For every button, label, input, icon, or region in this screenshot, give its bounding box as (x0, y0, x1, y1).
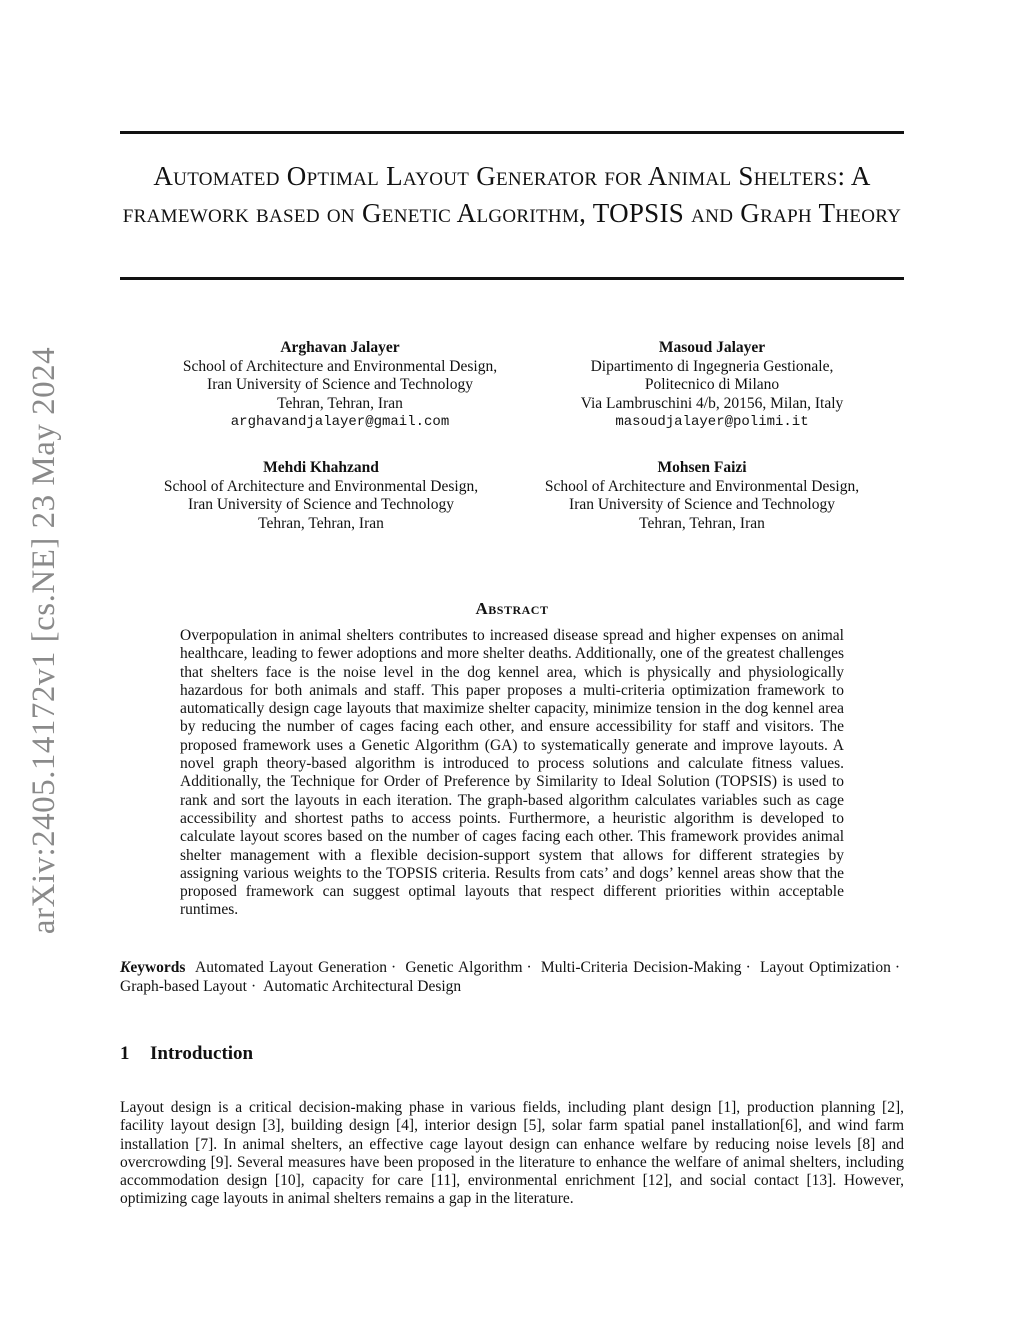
author-affiliation-line: School of Architecture and Environmental Design, (544, 477, 860, 495)
keywords-label: Keywords (120, 959, 186, 976)
author-block (520, 339, 904, 432)
arxiv-identifier (20, 345, 70, 935)
keyword-item: Automatic Architectural Design (263, 977, 462, 995)
keyword-item: Graph-based Layout (120, 977, 247, 995)
introduction-text: Layout design is a critical decision-making phase in various fields, including plant design [1], production planning [2], facility layout design [3], building design [4], interior design [5], solar farm spatial panel installation[6], and wind farm installation [7]. In animal shelters, an effective cage layout design can enhance welfare by reducing noise levels [8] and overcrowding [9]. Several measures have been proposed in the literature to enhance the welfare of animal shelters, including accommodation design [10], capacity for care [11], environmental enrichment [12], and social contact [13]. However, optimizing cage layouts in animal shelters remains a gap in the literature. (120, 1099, 904, 1208)
author-affiliation-line: Tehran, Tehran, Iran (277, 394, 403, 412)
author-name: Arghavan Jalayer (280, 339, 400, 356)
author-affiliation-line: Politecnico di Milano (644, 376, 780, 393)
author-name: Mehdi Khahzand (263, 459, 379, 476)
author-email: masoudjalayer@polimi.it (615, 414, 809, 430)
keyword-item: Genetic Algorithm (405, 959, 523, 976)
keyword-item: Multi-Criteria Decision-Making (540, 959, 742, 976)
author-affiliation-line: Iran University of Science and Technology (569, 496, 835, 513)
author-affiliation-line: School of Architecture and Environmental Design, (182, 357, 498, 375)
paper-title: Automated Optimal Layout Generator for Animal Shelters: A framework based on Genetic Algorithm, TOPSIS and Graph Theory (122, 161, 902, 228)
abstract-text: Overpopulation in animal shelters contributes to increased disease spread and higher expenses on animal healthcare, leading to fewer adoptions and more shelter deaths. Additionally, one of the greatest challenges that shelters face is the noise level in the dog kennel area, which is physically and physiologically hazardous for both animals and staff. This paper proposes a multi-criteria optimization framework to automatically design cage layouts that maximize shelter capacity, minimize tension in the dog kennel area by reducing the number of cages facing each other, and ensure accessibility for staff and visitors. The proposed framework uses a Genetic Algorithm (GA) to systematically generate and improve layouts. A novel graph theory-based algorithm is introduced to process solutions and calculate fitness values. Additionally, the Technique for Order of Preference by Similarity to Ideal Solution (TOPSIS) is used to rank and sort the layouts in each iteration. The graph-based algorithm calculates variables such as cage accessibility and shortest paths to access points. Furthermore, a heuristic algorithm is developed to calculate layout scores based on the number of cages facing each other. This framework provides animal shelter management with a flexible decision-support system that allows for different strategies by assigning various weights to the TOPSIS criteria. Results from cats’ and dogs’ kennel areas show that the proposed framework can suggest optimal layouts that respect different priorities within acceptable runtimes. (180, 627, 844, 919)
title-rule-bottom (120, 277, 904, 280)
keyword-item: Layout Optimization (759, 959, 891, 976)
author-affiliation-line: School of Architecture and Environmental Design, (163, 477, 479, 495)
author-name: Masoud Jalayer (658, 339, 766, 356)
author-name: Mohsen Faizi (657, 459, 747, 476)
keywords: Keywords Automated Layout Generation · Genetic Algorithm · Multi-Criteria Decision-Making · Layout Optimization · Graph-based Layout · Automatic Architectural Design (120, 959, 901, 995)
author-affiliation-line: Tehran, Tehran, Iran (258, 514, 384, 532)
keyword-item: Automated Layout Generation (195, 959, 388, 976)
author-email: arghavandjalayer@gmail.com (230, 414, 450, 430)
abstract-heading: Abstract (475, 599, 549, 618)
author-affiliation-line: Via Lambruschini 4/b, 20156, Milan, Italy (580, 394, 844, 412)
author-affiliation-line: Iran University of Science and Technology (207, 376, 473, 393)
section-heading (120, 1043, 253, 1065)
title-rule-top (120, 131, 904, 134)
author-block (140, 459, 502, 533)
author-affiliation-line: Dipartimento di Ingegneria Gestionale, (590, 357, 834, 375)
author-block (140, 339, 540, 432)
section-number: 1 (120, 1043, 130, 1064)
author-affiliation-line: Iran University of Science and Technology (188, 496, 454, 513)
author-affiliation-line: Tehran, Tehran, Iran (639, 514, 765, 532)
arxiv-identifier-text: arXiv:2405.14172v1 [cs.NE] 23 May 2024 (26, 346, 63, 934)
section-title: Introduction (150, 1043, 254, 1064)
author-block (520, 459, 884, 533)
